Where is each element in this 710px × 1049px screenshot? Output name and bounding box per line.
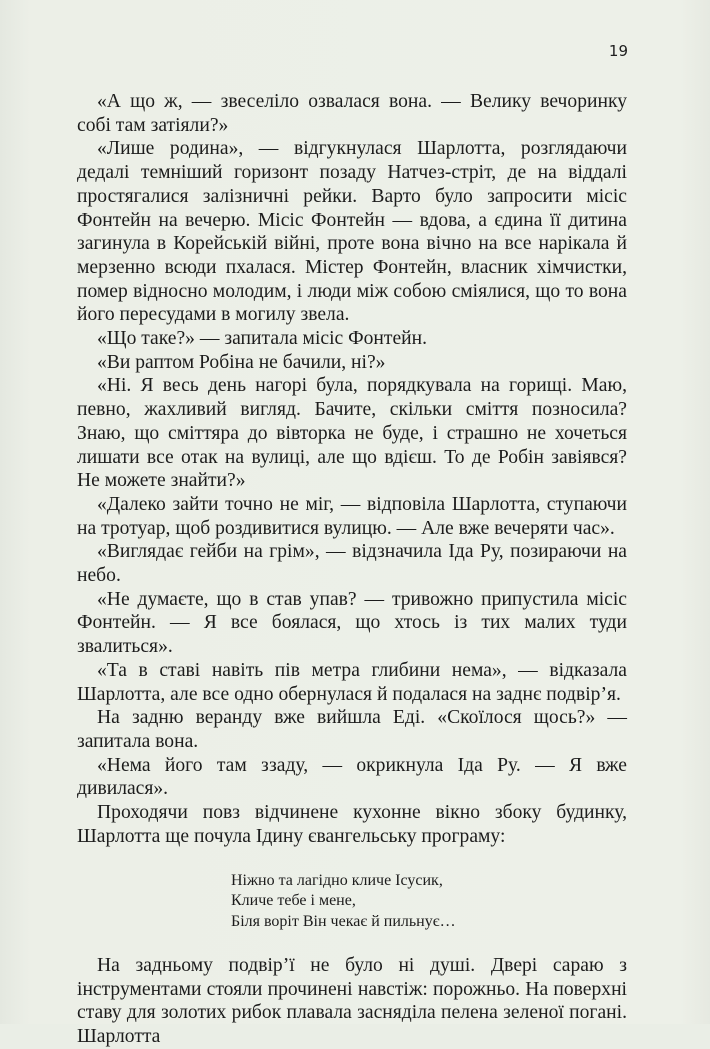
paragraph: «Нема його там ззаду, — окрикнула Іда Ру. — Я вже дивилася».	[77, 754, 627, 800]
page-number: 19	[608, 42, 628, 60]
paragraph: «Та в ставі навіть пів метра глибини нема», — відказала Шарлотта, але все одно обернулася й подалася на заднє подвір’я.	[77, 659, 627, 705]
body-text	[77, 90, 627, 1049]
paragraph: «Що таке?» — запитала місіс Фонтейн.	[97, 328, 428, 350]
poem-line: Біля воріт Він чекає й пильнує…	[231, 912, 456, 930]
paragraph: Проходячи повз відчинене кухонне вікно збоку будинку, Шарлотта ще почула Ідину євангельську програму:	[77, 802, 627, 847]
paragraph: На задню веранду вже вийшла Еді. «Скоїлося щось?» — запитала вона.	[77, 707, 627, 752]
paragraph: «Лише родина», — відгукнулася Шарлотта, розглядаючи дедалі темніший горизонт позаду Натчез-стріт, де на віддалі простягалися залізничні рейки. Варто було запросити місіс Фонтейн на вечерю. Місіс Фонтейн — вдова, а єдина її дитина загинула в Корейській війні, проте вона вічно на все нарікала й мерзенно всюди пхалася. Містер Фонтейн, власник хімчистки, помер відносно молодим, і люди між собою сміялися, що то вона його пересудами в могилу звела.	[77, 138, 627, 326]
poem-quote	[231, 871, 627, 933]
poem-line: Ніжно та лагідно кличе Ісусик,	[231, 871, 443, 889]
poem-line: Кличе тебе і мене,	[231, 892, 356, 909]
paragraph: «Ви раптом Робіна не бачили, ні?»	[97, 351, 386, 373]
paragraph: На задньому подвір’ї не було ні душі. Двері сараю з інструментами стояли прочинені навстіж: порожньо. На поверхні ставу для золотих рибок плавала засняділа пелена зеленої погані. Шарлотта	[77, 955, 627, 1048]
paragraph: «А що ж, — звеселіло озвалася вона. — Велику вечоринку собі там затіяли?»	[77, 91, 627, 136]
paragraph: «Далеко зайти точно не міг, — відповіла Шарлотта, ступаючи на тротуар, щоб роздивитися вулицю. — Але вже вечеряти час».	[77, 493, 627, 539]
paragraph: «Виглядає гейби на грім», — відзначила Іда Ру, позираючи на небо.	[77, 541, 627, 587]
paragraph: «Не думаєте, що в став упав? — тривожно припустила місіс Фонтейн. — Я все боялася, що хтось із тих малих туди звалиться».	[77, 588, 627, 658]
paragraph: «Ні. Я весь день нагорі була, порядкувала на горищі. Маю, певно, жахливий вигляд. Бачите, скільки сміття позносила? Знаю, що сміттяра до вівторка не буде, і страшно не хочеться лишати все отак на вулиці, але що вдієш. То де Робін завіявся? Не можете знайти?»	[77, 375, 627, 492]
